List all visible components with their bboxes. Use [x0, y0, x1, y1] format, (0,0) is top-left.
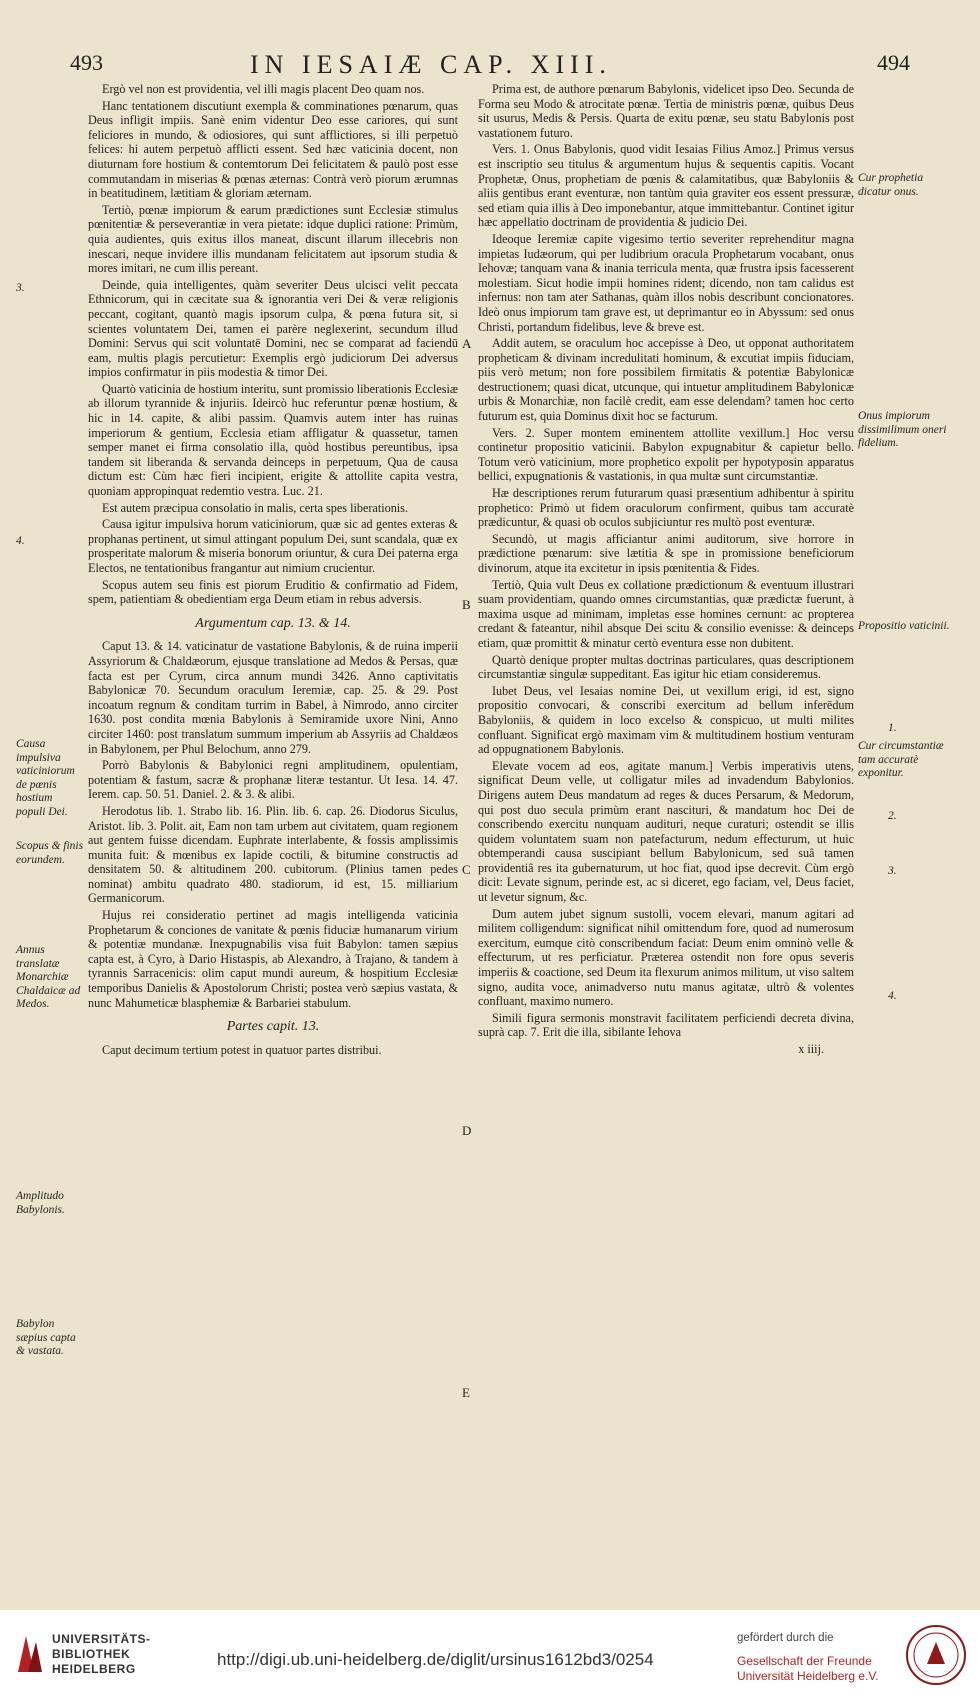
margin-number: 1. — [888, 722, 897, 734]
margin-note: Amplitudo Babylonis. — [16, 1190, 65, 1216]
paragraph: Ergò vel non est providentia, vel illi magis placent Deo quam nos. — [102, 82, 425, 96]
paragraph: Vers. 1. Onus Babylonis, quod vidit Iesaias Filius Amoz.] Primus versus est inscriptio seu titulus & argumentum hujus & sequentis capitis. Vocant Prophetæ, Onus, prophetiam de pœnis & calamitatibus, quæ Babyloniis & aliis gentibus erant eventuræ, non tantùm quia graviter eos essent pressuræ, sed etiam quia illis à Deo imponebantur, atque immittebantur. Continet igitur hæc appellatio doctrinam de providentia & judicio Dei. — [478, 142, 854, 230]
section-letter: C — [462, 862, 471, 877]
funder-label: gefördert durch die — [737, 1632, 834, 1644]
right-column — [478, 82, 854, 1059]
margin-note: Babylon sæpius capta & vastata. — [16, 1318, 76, 1357]
paragraph: Iubet Deus, vel Iesaias nomine Dei, ut vexillum erigi, id est, signo propositio convocari, & conscribi exercitum ad bellum inferēdum Babyloniis, & quidem in loco excelso & conspicuo, ut multi milites confluant. Significat ergò maximam vim & multitudinem hostium venturam ad oppugnationem Babylonis. — [478, 683, 854, 757]
library-logo-icon — [16, 1632, 42, 1676]
margin-note: Onus impiorum dissimilimum oneri fidelium. — [858, 410, 947, 449]
permalink[interactable]: http://digi.ub.uni-heidelberg.de/diglit/ursinus1612bd3/0254 — [217, 1650, 654, 1669]
paragraph: Ideoque Ieremiæ capite vigesimo tertio severiter reprehenditur magna impietas Iudæorum, qui per ludibrium oracula Prophetarum vocabant, onus Iehovæ; tanquam vana & inania terricula menta, quæ frustra ipsis facesserent molestiam. Sicut hodie impii homines rident; dicendo, non tam calidus est infernus: non tam ater Sathanas, quàm illos nobis describunt concionatores. Ideò onus impiorum tam grave est, ut deprimantur eo in Abyssum: sed onus Christi, portandum fidelibus, leve & breve est. — [478, 231, 854, 334]
paragraph: Quartò vaticinia de hostium interitu, sunt promissio liberationis Ecclesiæ ab illorum tyrannide & injuriis. Ideircò huc referuntur pœnæ hostium, & hic in 14. capite, & alibi passim. Quamvis autem inter has ruinas imperiorum & gentium, Ecclesia etiam affligatur & quassetur, tamen semper manet ei firma consolatio illa, quòd hostibus pereuntibus, ipsa tandem sit liberanda & servanda deinceps in perpetuum, Qua de causa dictum est: Cùm hæc fieri incipient, erigite & attollite capita vestra, quoniam appropinquat redemtio vestra. Luc. 21. — [88, 381, 458, 499]
margin-number: 3. — [888, 865, 897, 877]
margin-number: 4. — [888, 990, 897, 1002]
paragraph: Causa igitur impulsiva horum vaticiniorum, quæ sic ad gentes exteras & prophanas pertinent, ut simul attingant populum Dei, sunt scandala, quæ ex prosperitate malorum & miseria bonorum oriuntur, & cura Dei paterna erga Electos, ne tentationibus frangantur aut nimium crucientur. — [88, 517, 458, 575]
paragraph: Caput decimum tertium potest in quatuor partes distribui. — [102, 1042, 382, 1057]
paragraph: Simili figura sermonis monstravit facilitatem perficiendi decreta divina, suprà cap. 7. Erit die illa, sibilante Iehova — [478, 1010, 854, 1040]
paragraph: Dum autem jubet signum sustolli, vocem elevari, manum agitari ad militem colligendum: significat nihil omittendum fore, quod ad numerosum exercitum, eumque citò conscribendum faciat: Deum enim omninò velle & effecturum, ut res perficiatur. Præterea ostendit non fore opus severis imperiis & coactione, sed Deum ita flexurum animos militum, ut viso saltem signo, audita voce, animadverso nutu manus agitatæ, ultrò & volentes confluant, maximo numero. — [478, 906, 854, 1009]
section-letter: D — [462, 1123, 472, 1138]
university-seal-icon — [905, 1624, 967, 1686]
margin-note: Annus translatæ Monarchiæ Chaldaicæ ad Medos. — [16, 944, 81, 1010]
paragraph: Prima est, de authore pœnarum Babylonis, videlicet ipso Deo. Secunda de Forma seu Modo & atrocitate pœnæ. Tertia de ministris pœnæ, quibus Deus sit usurus, Medis & Persis. Quarta de exitu pœnæ, seu statu Babylonis post vastationem futuro. — [478, 82, 854, 140]
running-title: IN IESAIÆ CAP. XIII. — [250, 50, 612, 79]
margin-note: Propositio vaticinii. — [858, 620, 950, 632]
paragraph: Hanc tentationem discutiunt exempla & comminationes pœnarum, quas Deus infligit impiis. Sanè enim videntur Deo esse cariores, qui sunt feliciores in mundo, & odiosiores, qui sunt afflictiores, si illi perpetuò felices: hi autem perpetuò afflicti essent. Sed hæc vaticinia docent, non diuturnam fore hostium & contemtorum Dei felicitatem & paulò post esse commutandam in miserias & pœnas æternas: Contrà verò piorum ærumnas in beatitudinem, lætitiam & gloriam æternam. — [88, 98, 458, 201]
signature-mark: x iiij. — [798, 1042, 824, 1056]
section-heading: Partes capit. 13. — [226, 1019, 320, 1035]
running-header — [60, 50, 920, 80]
margin-number: 4. — [16, 535, 25, 547]
paragraph: Hujus rei consideratio pertinet ad magis intelligenda vaticinia Prophetarum & conciones de vanitate & pœnis fiduciæ humanarum virium & potentiæ mundanæ. Inexpugnabilis visa fuit Babylon: tamen sæpius capta est, à Cyro, à Dario Histaspis, ab Alexandro, à Trajano, & tandem à tyrannis Sarracenicis: olim caput mundi aureum, & hospitium Ecclesiæ temporibus Danielis & Apostolorum Christi; postea verò sæpius vastata, & nunc Mahumeticæ blasphemiæ & Barbariei stabulum. — [88, 908, 458, 1010]
page-number-left: 493 — [70, 50, 103, 75]
page-number-right: 494 — [877, 50, 910, 75]
margin-number: 2. — [888, 810, 897, 822]
margin-note: Scopus & finis eorundem. — [16, 840, 84, 866]
paragraph: Herodotus lib. 1. Strabo lib. 16. Plin. lib. 6. cap. 26. Diodorus Siculus, Aristot. lib. 3. Polit. ait, Eam non tam urbem aut civitatem, quam regionem aut gentem fuisse dicendam. Euphrate interlabente, & fossis amplissimis munita fuit: & mœnibus ex lapide coctili, & bitumine constructis ad densitatem 50. & altitudinem 200. cubitorum. (Plinius tamen pedes nominat) ambitu quadrato 480. stadiorum, id est, 15. milliarium Germanicorum. — [88, 803, 458, 906]
paragraph: Vers. 2. Super montem eminentem attollite vexillum.] Hoc versu continetur propositio vaticinii. Babylon expugnabitur & capietur bello. Totum verò vaticinium, more prophetico expolit per hypotyposin apparatus bellici, expugnationis & vastationis, in qua multæ sunt circumstantiæ. — [478, 425, 854, 484]
library-name: UNIVERSITÄTS- BIBLIOTHEK HEIDELBERG — [52, 1632, 151, 1676]
viewer-footer — [0, 1610, 980, 1703]
section-letter: E — [462, 1385, 470, 1400]
section-letter: A — [462, 336, 472, 351]
paragraph: Scopus autem seu finis est piorum Eruditio & confirmatio ad Fidem, spem, patientiam & obedientiam erga Deum etiam in rebus adversis. — [88, 577, 458, 607]
paragraph: Elevate vocem ad eos, agitate manum.] Verbis imperativis utens, significat Deum velle, ut colligatur miles ad invadendum Babylonios. Dirigens autem Deus mandatum ad reges & duces Persarum, & Medorum, qui post duo secula primùm erant nascituri, & mandatum hoc Dei de conscribendo exercitu nunquam audituri, neque curaturi; ostendit se illis quidem voluntatem suam non patefacturum, nedum effecturum, ut huic obtemperandi causa suscipiant bellum Babylonicum, sed suâ tamen providentiâ res ita gubernaturum, ut hoc fiat, quod ipse decrevit. Cùm ergò dicit: Levate signum, perinde est, ac si diceret, ego faciam, vel, Deus faciet, ut levetur signum, &c. — [478, 758, 854, 905]
section-heading: Argumentum cap. 13. & 14. — [195, 615, 351, 631]
margin-note: Causa impulsiva vaticiniorum de pœnis hostium populi Dei. — [16, 738, 75, 818]
section-letter: B — [462, 597, 471, 612]
paragraph: Secundò, ut magis afficiantur animi auditorum, sive horrore in prædictione pœnarum: sive lætitia & spe in promissione beneficiorum divinorum, atque ita excitetur in ipsis pœnitentia & Fides. — [478, 531, 854, 575]
margin-note: Cur prophetia dicatur onus. — [858, 172, 924, 198]
paragraph: Porrò Babylonis & Babylonici regni amplitudinem, opulentiam, potentiam & fastum, sacræ & prophanæ literæ testantur. Ut Iesa. 14. 47. Ierem. cap. 50. 51. Daniel. 2. & 3. & alibi. — [88, 758, 458, 802]
paragraph: Tertiò, Quia vult Deus ex collatione prædictionum & eventuum illustrari suam providentiam, quando omnes circumstantias, quæ prædictæ fuerunt, à maxima usque ad minimam, impletas esse homines cernunt: ac propterea credant & fateantur, nihil absque Dei scitu & consilio evenisse: & deinceps etiam, quæ promittit & minatur certò eventura esse non dubitent. — [478, 577, 854, 650]
paragraph: Hæ descriptiones rerum futurarum quasi præsentium adhibentur à spiritu prophetico: Primò ut fidem oraculorum confirment, quibus tam accuratè prædicuntur, & quasi ob oculos subjiciuntur res multò post eventuræ. — [478, 486, 854, 530]
margin-number: 3. — [16, 282, 25, 294]
margin-note: Cur circumstantiæ tam accuratè exponitur. — [858, 740, 944, 779]
funder-name: Gesellschaft der Freunde Universität Heidelberg e.V. — [737, 1654, 879, 1683]
paragraph: Est autem præcipua consolatio in malis, certa spes liberationis. — [102, 500, 408, 515]
paragraph: Quartò denique propter multas doctrinas particulares, quas descriptionem circumstantiæ singulæ suppeditant. Eas igitur hic etiam consideremus. — [478, 652, 854, 682]
left-column — [88, 82, 458, 1059]
paragraph: Caput 13. & 14. vaticinatur de vastatione Babylonis, & de ruina imperii Assyriorum & Chaldæorum, ejusque translatione ad Medos & Persas, quæ facta est per Cyrum, circa annum mundi 3426. Anno captivitatis Babylonicæ 70. Secundum oraculum Ieremiæ, cap. 25. & 29. Post incoatum regnum & conditam turrim in Babel, à Nimrodo, anno circiter 1630. post condita mœnia Babylonis à Semiramide uxore Nini, Anno circiter 1460: post translatum summum imperium ab Assyriis ad Chaldæos in Babylonem, per Phul Belochum, anno 279. — [88, 639, 458, 756]
paragraph: Tertiò, pœnæ impiorum & earum prædictiones sunt Ecclesiæ stimulus pœnitentiæ & perseverantiæ in vera pietate: idque duplici ratione: Primùm, quia audientes, quis exitus illos maneat, discunt illarum illecebris non inescari, neque invidere illis mundanam felicitatem aut ipsorum studia & mores imitari, ne cum illis pereant. — [88, 202, 458, 276]
paragraph: Addit autem, se oraculum hoc accepisse à Deo, ut opponat authoritatem propheticam & divinam incredulitati hominum, & excutiat impiis fiduciam, piis verò metum; non fore possibilem firmitatis & potentiæ Babylonicæ destructionem; quasi dicat, utcunque, qui intuetur amplitudinem Babylonicæ urbis & Monarchiæ, non facilè credit, eam esse delendam? tamen hoc certo futurum est, quia Dominus dixit hoc se facturum. — [478, 336, 854, 424]
paragraph: Deinde, quia intelligentes, quàm severiter Deus ulcisci velit peccata Ethnicorum, qui in cæcitate sua & ignorantia veri Dei & veræ religionis peccant, cogitant, quantò magis ipsorum culpa, & pœna futura sit, si scientes voluntatem Dei, tamen ei parère neglexerint, secundum illud Domini: Servus qui scit voluntatē Domini, nec se comparat ad faciendū eam, multis plagis percutietur: Exemplis ergò judiciorum Dei adversus impios confirmatur in piis modestia & timor Dei. — [88, 277, 458, 380]
